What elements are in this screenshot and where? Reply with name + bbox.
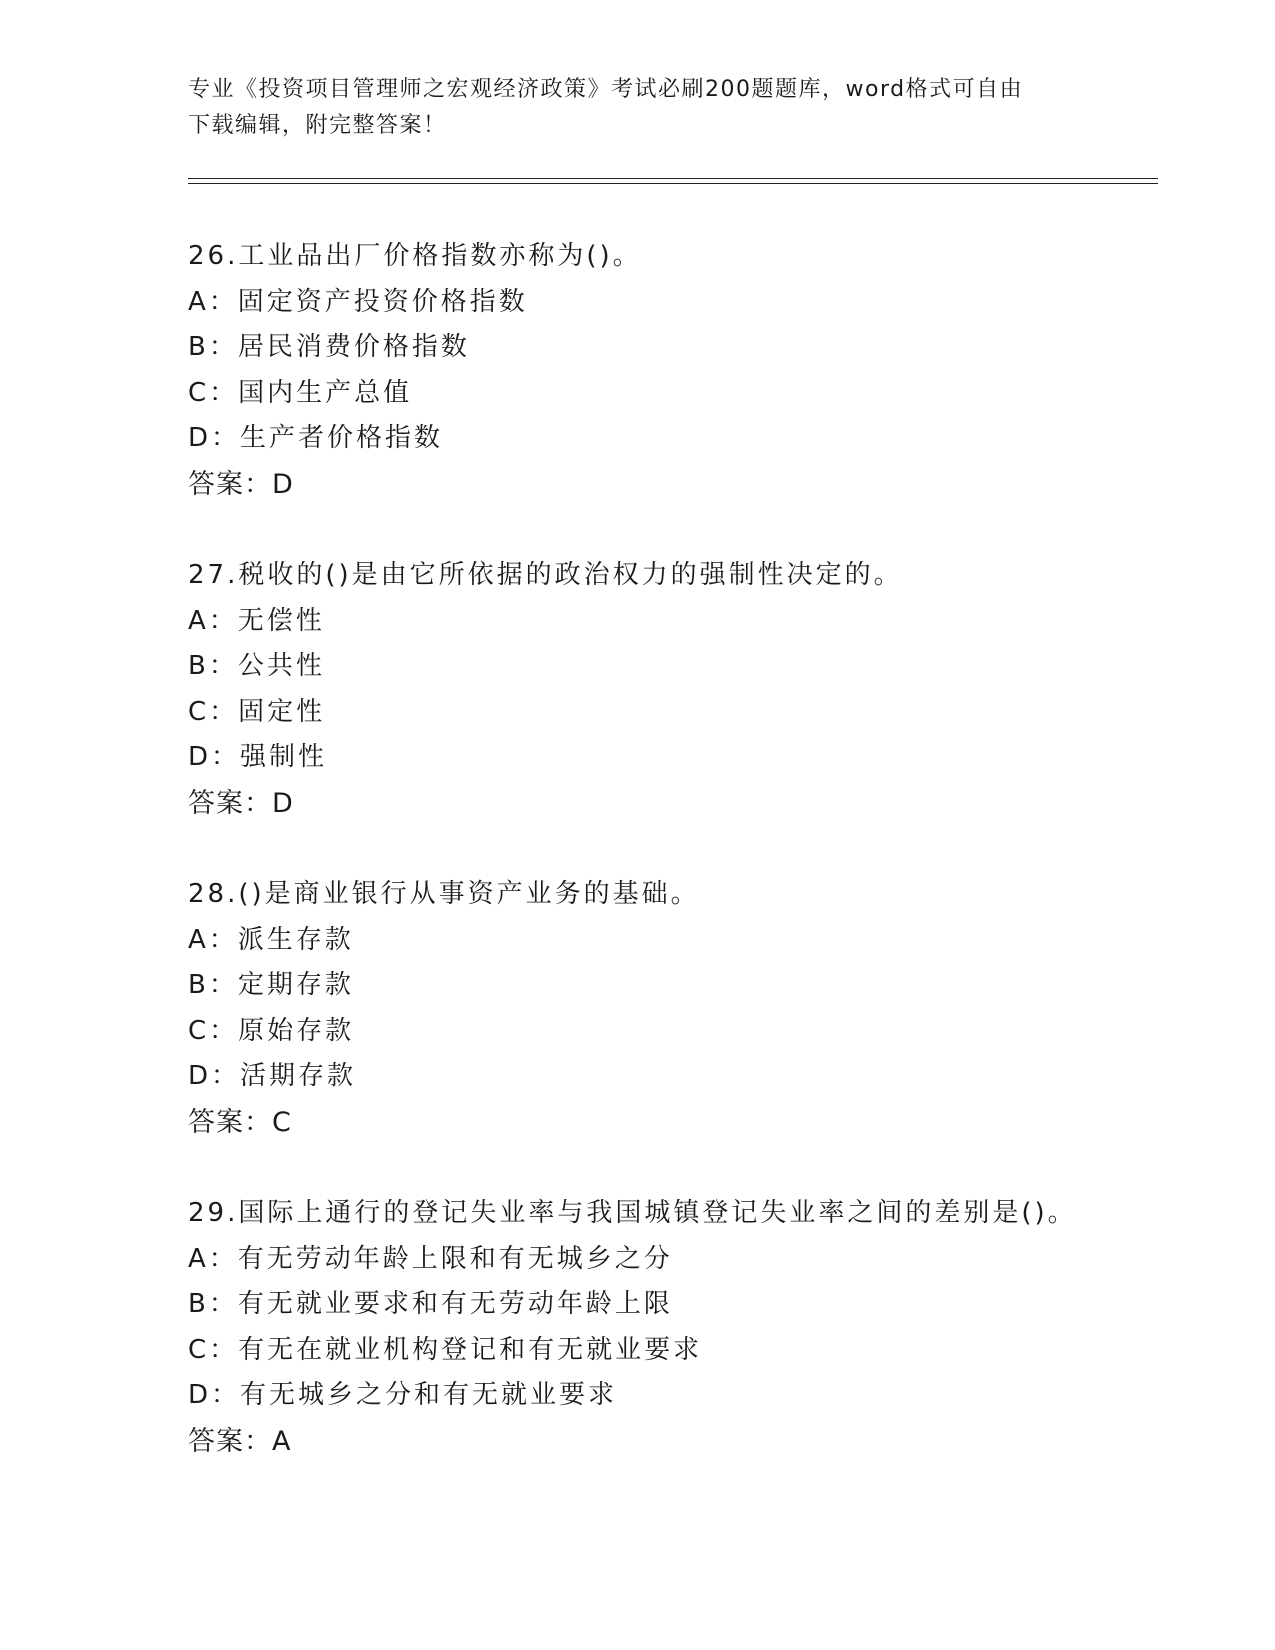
- option-a: A：固定资产投资价格指数: [188, 286, 528, 317]
- option-b: B：有无就业要求和有无劳动年龄上限: [188, 1289, 673, 1319]
- option-b: B：公共性: [188, 651, 325, 681]
- document-header: [188, 72, 1068, 144]
- answer: 答案：D: [188, 468, 294, 500]
- option-a: A：有无劳动年龄上限和有无城乡之分: [188, 1243, 673, 1274]
- option-c: C：原始存款: [188, 1015, 355, 1046]
- answer: 答案：C: [188, 1106, 292, 1138]
- answer: 答案：A: [188, 1425, 292, 1457]
- option-c: C：固定性: [188, 696, 326, 727]
- question-stem: 26.工业品出厂价格指数亦称为()。: [188, 241, 642, 271]
- question-29: [188, 1191, 1148, 1464]
- question-28: [188, 872, 1148, 1145]
- option-d: D：活期存款: [188, 1061, 357, 1091]
- question-26: [188, 234, 1148, 507]
- question-stem: 27.税收的()是由它所依据的政治权力的强制性决定的。: [188, 560, 903, 590]
- option-a: A：派生存款: [188, 924, 354, 955]
- option-c: C：国内生产总值: [188, 377, 413, 408]
- option-b: B：定期存款: [188, 970, 354, 1000]
- answer: 答案：D: [188, 787, 294, 819]
- option-c: C：有无在就业机构登记和有无就业要求: [188, 1334, 703, 1365]
- option-d: D：有无城乡之分和有无就业要求: [188, 1380, 618, 1410]
- header-divider-top: [188, 178, 1158, 179]
- header-divider-bottom: [188, 183, 1158, 184]
- option-d: D：生产者价格指数: [188, 423, 444, 453]
- option-a: A：无偿性: [188, 605, 325, 636]
- question-27: [188, 553, 1148, 826]
- option-d: D：强制性: [188, 742, 328, 772]
- question-stem: 28.()是商业银行从事资产业务的基础。: [188, 879, 700, 909]
- header-line-2: 下载编辑，附完整答案！: [188, 113, 447, 138]
- question-stem: 29.国际上通行的登记失业率与我国城镇登记失业率之间的差别是()。: [188, 1198, 1077, 1228]
- header-line-1: 专业《投资项目管理师之宏观经济政策》考试必刷200题题库，word格式可自由: [188, 77, 1024, 102]
- option-b: B：居民消费价格指数: [188, 332, 470, 362]
